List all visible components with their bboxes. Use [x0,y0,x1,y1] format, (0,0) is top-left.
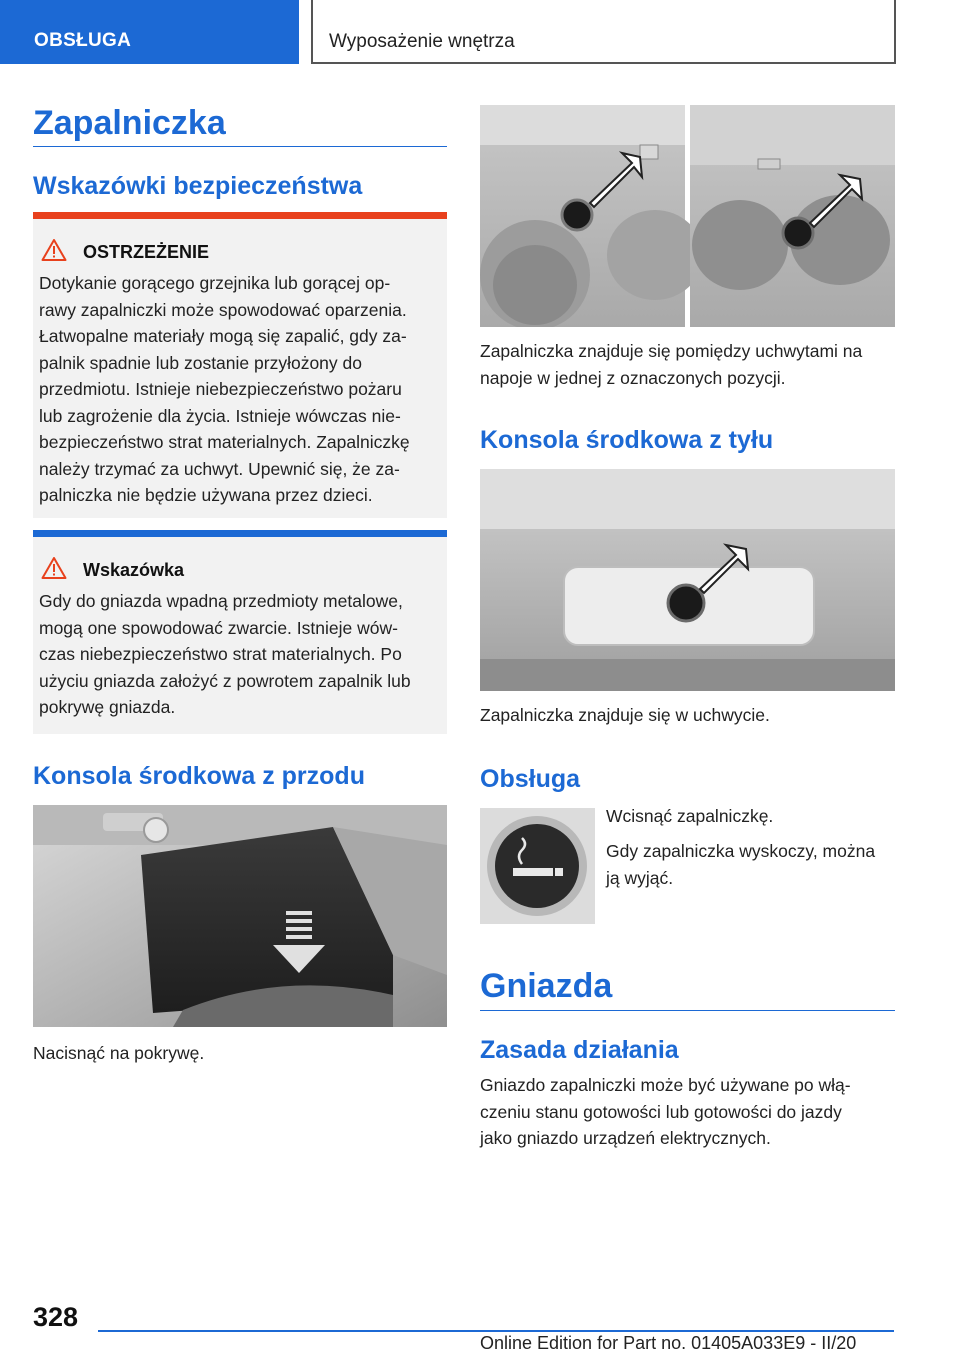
page-number: 328 [33,1302,79,1332]
warning-text [39,270,443,509]
front-console-photo [33,805,447,1027]
step-line: Gdy zapalniczka wyskoczy, można [606,841,876,861]
warning-bar [33,212,447,219]
rear-caption: Zapalniczka znajduje się w uchwycie. [480,705,770,725]
warning-line: rawy zapalniczki może spowodować oparzenia. [39,299,407,320]
sockets-title: Gniazda [480,967,613,1005]
warning-triangle-icon [41,238,67,262]
warning-line: palnik spadnie lub zostanie przyłożony do [39,352,362,373]
rear-console-photo [480,469,895,691]
rear-console-heading: Konsola środkowa z tyłu [480,426,774,454]
title-rule [33,146,447,147]
front-caption: Nacisnąć na pokrywę. [33,1043,205,1063]
principle-line: jako gniazdo urządzeń elektrycznych. [480,1128,771,1148]
operation-step1: Wcisnąć zapalniczkę. [606,806,774,826]
warning-line: lub zagrożenie dla życia. Istnieje wówczas nie‐ [39,405,401,426]
footer-rule [98,1330,894,1332]
warning-line: przedmiotu. Istnieje niebezpieczeństwo pożaru [39,379,402,399]
principle-heading: Zasada działania [480,1036,679,1064]
warning-line: Łatwopalne materiały mogą się zapalić, gdy za‐ [39,326,407,346]
cigarette-lighter-icon [480,808,595,924]
warning-line: Dotykanie gorącego grzejnika lub gorącej op‐ [39,273,391,293]
step-line: ją wyjąć. [606,867,674,888]
edition-text: Online Edition for Part no. 01405A033E9 - II/20 [480,1333,857,1353]
note-text [39,588,443,721]
cupholder-photos [480,105,895,327]
note-line: czas niebezpieczeństwo strat materialnych. Po [39,644,402,664]
warning-box [33,212,447,518]
safety-heading: Wskazówki bezpieczeństwa [33,172,363,200]
section-title: OBSŁUGA [34,30,132,51]
note-line: mogą one spowodować zwarcie. Istnieje wów‐ [39,617,398,638]
warning-line: bezpieczeństwo strat materialnych. Zapalniczkę [39,432,410,452]
section-tab [0,0,299,64]
cupholder-caption [480,338,895,391]
operation-heading: Obsługa [480,765,581,793]
chapter-tab [311,0,896,64]
note-bar [33,530,447,537]
principle-text [480,1072,895,1152]
caption-line: Zapalniczka znajduje się pomiędzy uchwytami na [480,341,863,361]
caption-line: napoje w jednej z oznaczonych pozycji. [480,367,786,388]
warning-title: OSTRZEŻENIE [83,242,210,262]
operation-step2 [606,838,896,891]
chapter-title: Wyposażenie wnętrza [329,31,515,52]
note-box [33,530,447,734]
warning-line: należy trzymać za uchwyt. Upewnić się, że za‐ [39,458,400,479]
note-line: Gdy do gniazda wpadną przedmioty metalowe, [39,591,403,611]
warning-triangle-icon [41,556,67,580]
sockets-rule [480,1010,895,1011]
front-console-heading: Konsola środkowa z przodu [33,762,365,790]
principle-line: czeniu stanu gotowości lub gotowości do jazdy [480,1101,842,1122]
principle-line: Gniazdo zapalniczki może być używane po włą‐ [480,1075,851,1095]
page-title: Zapalniczka [33,104,226,142]
note-line: pokrywę gniazda. [39,697,176,717]
warning-line: palniczka nie będzie używana przez dzieci. [39,485,373,505]
note-title: Wskazówka [83,560,185,580]
note-line: użyciu gniazda założyć z powrotem zapalnik lub [39,670,411,691]
